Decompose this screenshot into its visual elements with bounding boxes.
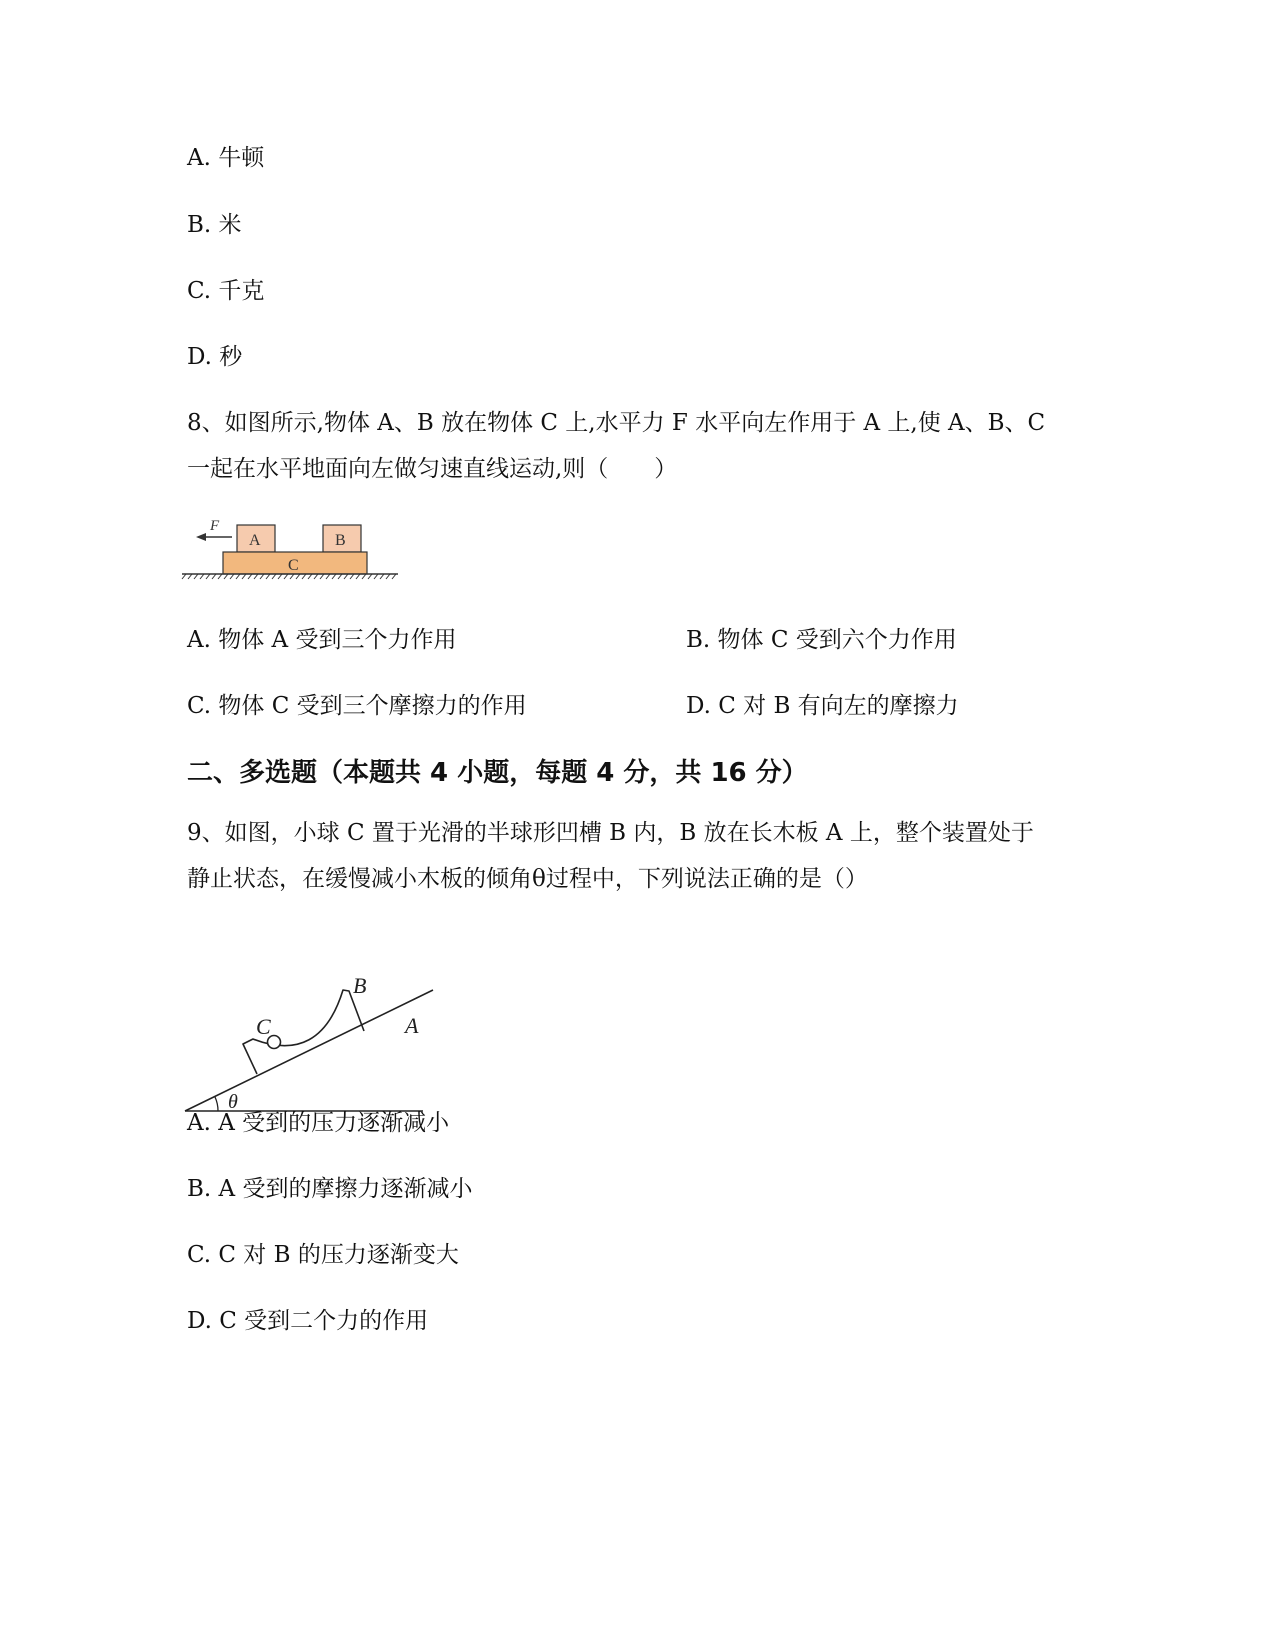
q9-stem-line1: 9、如图，小球 C 置于光滑的半球形凹槽 B 内，B 放在长木板 A 上，整个装置处于 (187, 820, 1034, 846)
q9-label-angle: θ (228, 1091, 238, 1113)
q7-option-d: D. 秒 (187, 344, 243, 370)
q9-figure (180, 955, 440, 1115)
q9-option-a: A. A 受到的压力逐渐减小 (187, 1110, 450, 1136)
q9-stem-line2: 静止状态，在缓慢减小木板的倾角θ过程中，下列说法正确的是（） (187, 866, 868, 892)
q7-option-b: B. 米 (187, 212, 242, 238)
section-heading: 二、多选题（本题共 4 小题，每题 4 分，共 16 分） (187, 758, 808, 788)
q9-label-ball: C (256, 1014, 271, 1039)
q8-force-arrowhead (196, 533, 206, 541)
q7-option-c: C. 千克 (187, 278, 265, 304)
q8-option-c: C. 物体 C 受到三个摩擦力的作用 (187, 693, 527, 719)
q8-label-b: B (335, 532, 346, 549)
q8-option-d: D. C 对 B 有向左的摩擦力 (686, 693, 959, 719)
q8-label-c: C (288, 557, 299, 574)
q8-figure (180, 515, 410, 590)
q9-option-d: D. C 受到二个力的作用 (187, 1308, 429, 1334)
q8-option-a: A. 物体 A 受到三个力作用 (187, 627, 457, 653)
q9-option-c: C. C 对 B 的压力逐渐变大 (187, 1242, 459, 1268)
q8-label-a: A (249, 532, 261, 549)
q8-option-b: B. 物体 C 受到六个力作用 (686, 627, 957, 653)
q9-label-board: A (405, 1013, 419, 1038)
q9-incline-board (185, 990, 433, 1111)
q8-stem-line2: 一起在水平地面向左做匀速直线运动,则（ ） (187, 456, 678, 482)
q7-option-a: A. 牛顿 (187, 145, 265, 171)
q8-stem-line1: 8、如图所示,物体 A、B 放在物体 C 上,水平力 F 水平向左作用于 A 上,使 A、B、C (187, 410, 1046, 436)
q9-option-b: B. A 受到的摩擦力逐渐减小 (187, 1176, 473, 1202)
q9-label-groove: B (353, 973, 367, 998)
q8-label-force: F (210, 518, 220, 534)
